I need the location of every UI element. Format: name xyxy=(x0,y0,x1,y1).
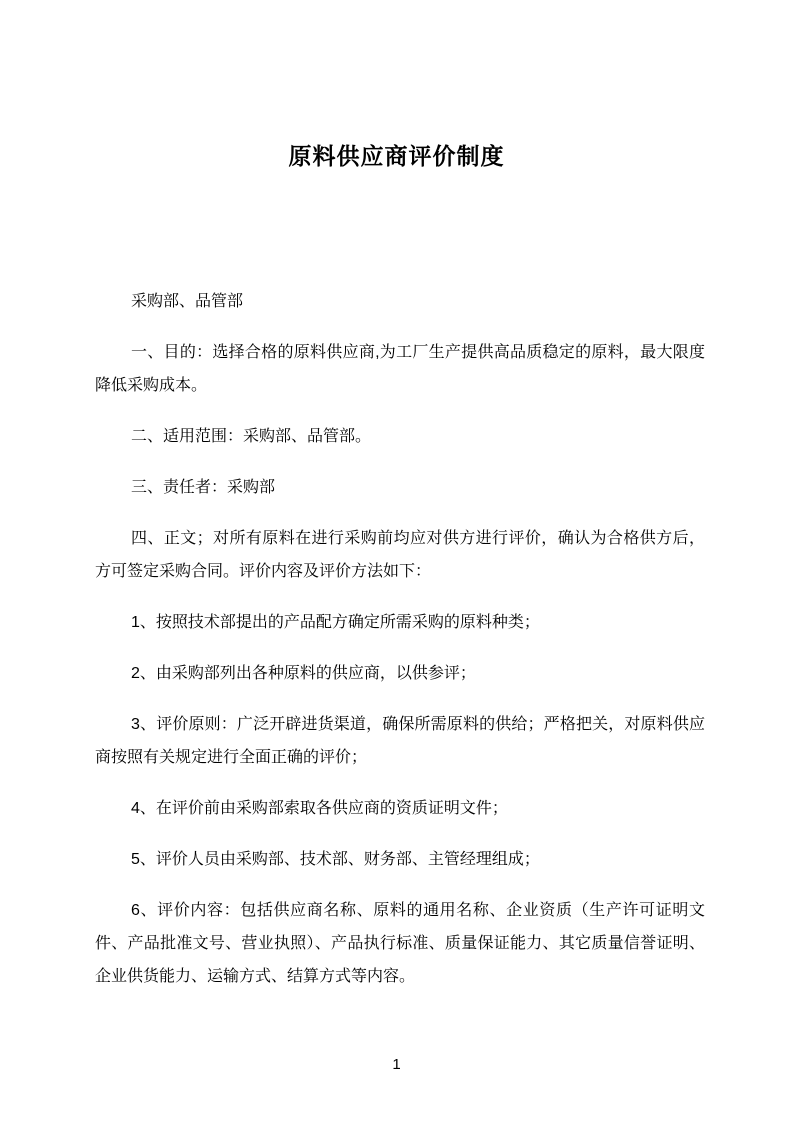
paragraph-item-1: 1、按照技术部提出的产品配方确定所需采购的原料种类； xyxy=(131,614,540,631)
paragraph-item-2: 2、由采购部列出各种原料的供应商，以供参评； xyxy=(131,665,476,682)
paragraph-section-2-scope: 二、适用范围：采购部、品管部。 xyxy=(131,428,372,445)
paragraph-section-1-purpose: 一、目的：选择合格的原料供应商,为工厂生产提供高品质稳定的原料，最大限度降低采购成本。 xyxy=(95,344,705,394)
paragraph-section-3-responsible: 三、责任者：采购部 xyxy=(131,479,276,496)
document-title: 原料供应商评价制度 xyxy=(288,143,505,169)
paragraph-departments: 采购部、品管部 xyxy=(131,293,244,310)
paragraph-item-5: 5、评价人员由采购部、技术部、财务部、主管经理组成； xyxy=(131,851,540,868)
document-body xyxy=(0,173,793,993)
paragraph-item-6: 6、评价内容：包括供应商名称、原料的通用名称、企业资质（生产许可证明文件、产品批准文号、营业执照）、产品执行标准、质量保证能力、其它质量信誉证明、企业供货能力、运输方式、结算方式等内容。 xyxy=(95,902,705,985)
page-number: 1 xyxy=(392,1056,401,1073)
paragraph-item-4: 4、在评价前由采购部索取各供应商的资质证明文件； xyxy=(131,800,508,817)
paragraph-item-3: 3、评价原则：广泛开辟进货渠道，确保所需原料的供给；严格把关，对原料供应商按照有关规定进行全面正确的评价； xyxy=(95,716,705,766)
paragraph-section-4-main-text: 四、正文；对所有原料在进行采购前均应对供方进行评价，确认为合格供方后，方可签定采购合同。评价内容及评价方法如下： xyxy=(95,530,705,580)
